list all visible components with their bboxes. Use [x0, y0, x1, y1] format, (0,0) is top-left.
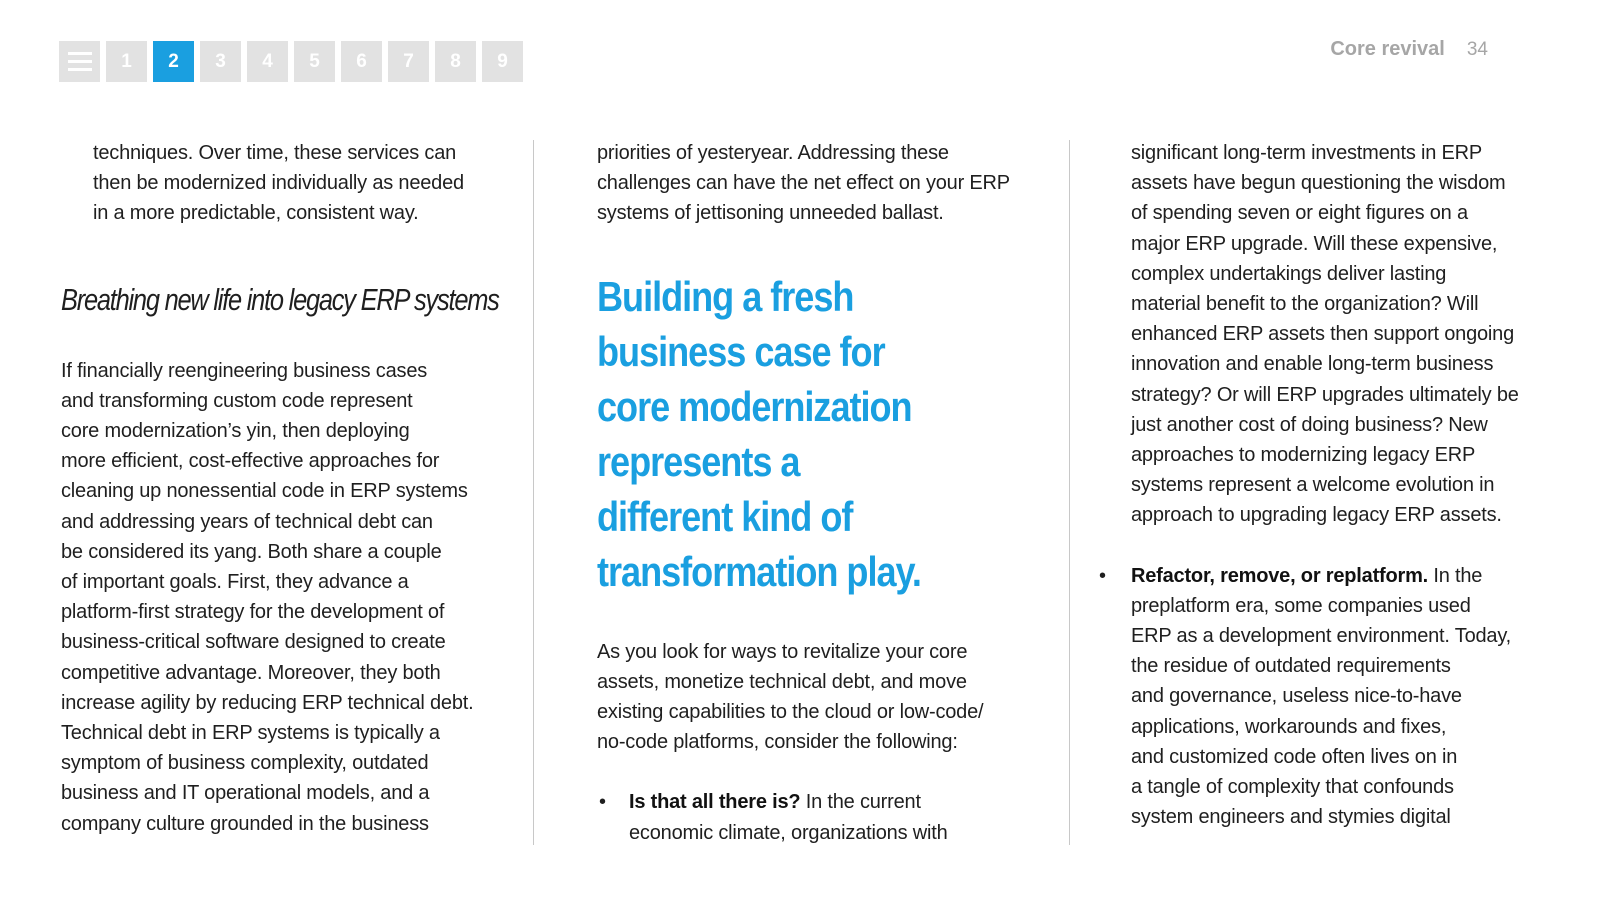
bullet-lead: Is that all there is? [629, 791, 801, 814]
pull-quote-heading [597, 269, 1010, 599]
text-line: enhanced ERP assets then support ongoing [1131, 323, 1515, 346]
menu-button[interactable] [59, 41, 100, 82]
text-line: approaches to modernizing legacy ERP [1131, 444, 1476, 467]
heading-line: Building a fresh [597, 272, 854, 320]
left-intro-paragraph [61, 138, 481, 229]
text-line: existing capabilities to the cloud or low-code/ [597, 701, 984, 724]
page-button-2[interactable]: 2 [153, 41, 194, 82]
text-line: material benefit to the organization? Will [1131, 293, 1479, 316]
text-line: systems of jettisoning unneeded ballast. [597, 202, 944, 225]
hamburger-menu-icon [68, 52, 92, 71]
text-line: strategy? Or will ERP upgrades ultimately be [1131, 383, 1519, 406]
text-line: assets have begun questioning the wisdom [1131, 172, 1506, 195]
text-line: ERP as a development environment. Today, [1131, 625, 1512, 648]
page-navigation [59, 41, 523, 82]
bullet-text: In the [1428, 564, 1483, 587]
text-line: business and IT operational models, and a [61, 782, 430, 805]
bullet-lead: Refactor, remove, or replatform. [1131, 564, 1429, 587]
text-line: competitive advantage. Moreover, they both [61, 661, 441, 684]
middle-intro-paragraph [597, 138, 1027, 229]
text-line: Technical debt in ERP systems is typically a [61, 722, 440, 745]
middle-body-paragraph [597, 637, 1027, 758]
page-button-9[interactable]: 9 [482, 41, 523, 82]
bullet-text: In the current [800, 791, 921, 814]
text-line: of spending seven or eight figures on a [1131, 202, 1468, 225]
text-line: be considered its yang. Both share a couple [61, 540, 442, 563]
text-line: platform-first strategy for the development of [61, 601, 445, 624]
text-line: just another cost of doing business? New [1131, 413, 1488, 436]
column-divider-right [1069, 140, 1070, 845]
page-number: 34 [1466, 39, 1488, 60]
text-line: and governance, useless nice-to-have [1131, 685, 1462, 708]
heading-line: different kind of [597, 492, 853, 540]
text-line: system engineers and stymies digital [1131, 806, 1451, 829]
text-line: challenges can have the net effect on your ERP [597, 172, 1010, 195]
page-button-8[interactable]: 8 [435, 41, 476, 82]
text-line: preplatform era, some companies used [1131, 594, 1471, 617]
page-button-4[interactable]: 4 [247, 41, 288, 82]
text-line: no-code platforms, consider the following: [597, 731, 958, 754]
bullet-icon: • [599, 791, 607, 814]
text-line: approach to upgrading legacy ERP assets. [1131, 504, 1502, 527]
text-line: and addressing years of technical debt can [61, 510, 433, 533]
right-column [1099, 138, 1551, 832]
text-line: increase agility by reducing ERP technical debt. [61, 691, 474, 714]
text-line: cleaning up nonessential code in ERP systems [61, 480, 468, 503]
page-header [1330, 38, 1488, 61]
text-line [629, 787, 1027, 817]
page-button-3[interactable]: 3 [200, 41, 241, 82]
column-divider-left [533, 140, 534, 845]
bullet-item [1099, 561, 1551, 833]
heading-line: transformation play. [597, 547, 921, 595]
heading-line: core modernization [597, 382, 912, 430]
text-line: company culture grounded in the business [61, 812, 429, 835]
right-intro-paragraph [1131, 138, 1551, 531]
heading-line: business case for [597, 327, 885, 375]
bullet-icon: • [1099, 564, 1107, 587]
section-title: Core revival [1330, 38, 1445, 60]
middle-column [597, 138, 1027, 848]
heading-line: represents a [597, 437, 800, 485]
text-line: significant long-term investments in ERP [1131, 142, 1483, 164]
left-body-paragraph [61, 356, 481, 839]
section-subheading: Breathing new life into legacy ERP systems [61, 281, 499, 317]
text-line: of important goals. First, they advance a [61, 571, 409, 594]
text-line: techniques. Over time, these services can [93, 142, 457, 164]
text-line: the residue of outdated requirements [1131, 655, 1451, 678]
text-line: more efficient, cost-effective approaches for [61, 450, 440, 473]
text-line: applications, workarounds and fixes, [1131, 715, 1447, 738]
text-line: innovation and enable long-term business [1131, 353, 1494, 376]
left-column [61, 138, 499, 839]
text-line: If financially reengineering business cases [61, 359, 428, 382]
page-button-1[interactable]: 1 [106, 41, 147, 82]
text-line: major ERP upgrade. Will these expensive, [1131, 232, 1498, 255]
text-line: and customized code often lives on in [1131, 745, 1458, 768]
text-line: As you look for ways to revitalize your core [597, 640, 968, 663]
text-line: in a more predictable, consistent way. [93, 202, 419, 225]
text-line: a tangle of complexity that confounds [1131, 776, 1454, 799]
text-line: complex undertakings deliver lasting [1131, 262, 1447, 285]
text-line: and transforming custom code represent [61, 389, 413, 412]
page-button-6[interactable]: 6 [341, 41, 382, 82]
page-button-7[interactable]: 7 [388, 41, 429, 82]
text-line: priorities of yesteryear. Addressing these [597, 142, 949, 164]
text-line: business-critical software designed to create [61, 631, 446, 654]
text-line: symptom of business complexity, outdated [61, 752, 429, 775]
text-line: core modernization’s yin, then deploying [61, 420, 410, 443]
text-line [1131, 561, 1551, 591]
text-line: systems represent a welcome evolution in [1131, 474, 1495, 497]
text-line: economic climate, organizations with [629, 821, 948, 844]
page-button-5[interactable]: 5 [294, 41, 335, 82]
bullet-item [597, 787, 1027, 847]
text-line: then be modernized individually as needed [93, 172, 464, 195]
text-line: assets, monetize technical debt, and move [597, 670, 967, 693]
